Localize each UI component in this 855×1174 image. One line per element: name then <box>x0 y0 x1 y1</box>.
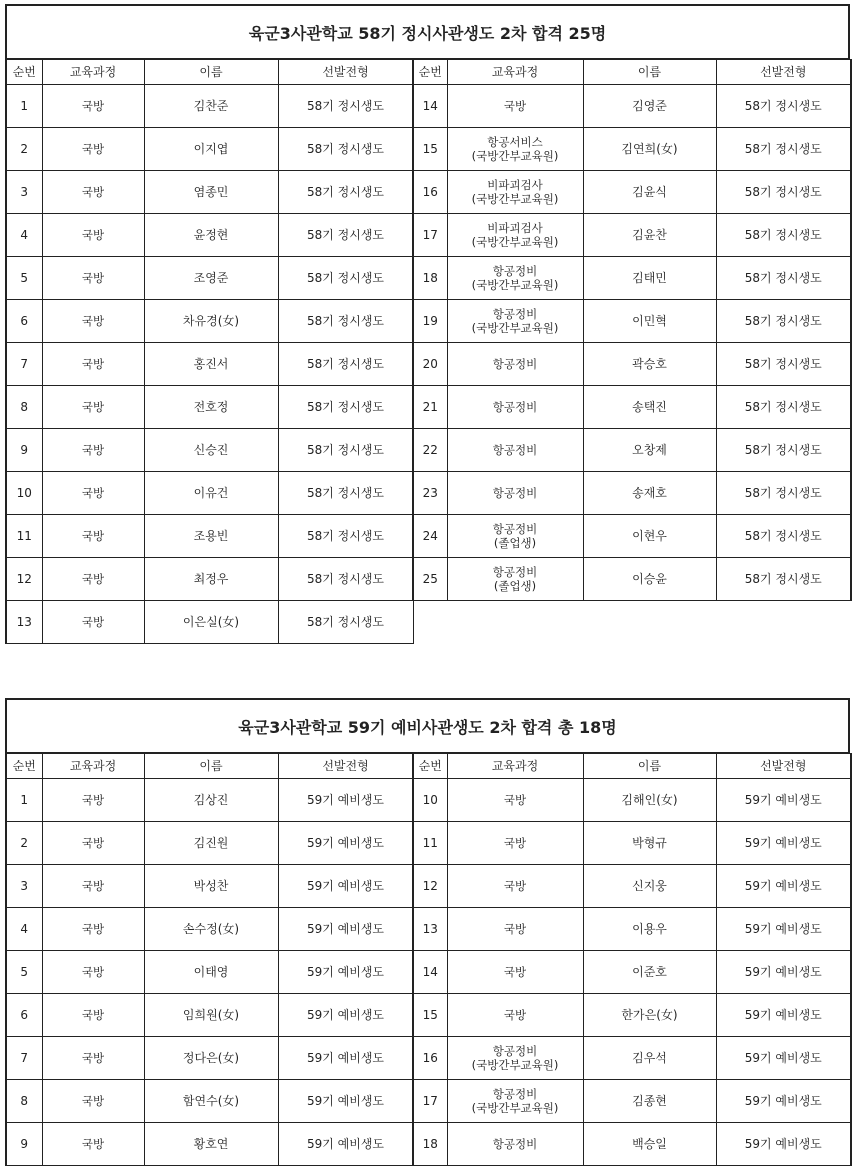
cell-name: 염종민 <box>144 171 278 214</box>
cell-course <box>447 558 583 601</box>
header-name: 이름 <box>583 60 716 85</box>
cell-course <box>42 865 144 908</box>
cell-name: 전호정 <box>144 386 278 429</box>
course-label: 항공정비 <box>492 307 538 321</box>
cell-type: 58기 정시생도 <box>278 85 413 128</box>
table-row <box>413 994 851 1037</box>
cell-no: 14 <box>413 951 447 994</box>
table-row <box>6 1123 413 1166</box>
cell-name: 이준호 <box>583 951 716 994</box>
cell-name: 김우석 <box>583 1037 716 1080</box>
cell-type: 58기 정시생도 <box>278 515 413 558</box>
table-row <box>6 515 413 558</box>
cell-name: 김진원 <box>144 822 278 865</box>
table-row <box>6 558 413 601</box>
cell-no: 15 <box>413 128 447 171</box>
header-row <box>413 754 851 779</box>
cell-type: 58기 정시생도 <box>278 558 413 601</box>
cell-type: 58기 정시생도 <box>278 257 413 300</box>
cell-no: 16 <box>413 171 447 214</box>
table-row <box>413 472 851 515</box>
course-sub-label: (국방간부교육원) <box>471 235 559 249</box>
course-label: 항공정비 <box>492 565 538 579</box>
course-label: 국방 <box>81 271 105 285</box>
table-row <box>6 1080 413 1123</box>
results-table-left <box>5 753 414 1166</box>
cell-type: 59기 예비생도 <box>716 908 851 951</box>
cell-no: 10 <box>6 472 42 515</box>
course-label: 국방 <box>503 879 527 893</box>
cell-type: 59기 예비생도 <box>278 951 413 994</box>
cell-course <box>42 300 144 343</box>
cell-course <box>447 128 583 171</box>
cell-course <box>447 865 583 908</box>
cell-no: 18 <box>413 1123 447 1166</box>
table-row <box>413 515 851 558</box>
header-course: 교육과정 <box>42 754 144 779</box>
cell-name: 김윤찬 <box>583 214 716 257</box>
cell-type: 59기 예비생도 <box>278 865 413 908</box>
header-no: 순번 <box>6 60 42 85</box>
results-table-right <box>412 753 852 1166</box>
cell-no: 16 <box>413 1037 447 1080</box>
header-row <box>6 60 413 85</box>
course-label: 비파괴검사 <box>487 178 543 192</box>
cell-no: 11 <box>413 822 447 865</box>
cell-course <box>447 257 583 300</box>
cell-name: 정다은(女) <box>144 1037 278 1080</box>
sheet-58th-regular <box>5 4 850 629</box>
results-table-left <box>5 59 414 644</box>
cell-name: 신지웅 <box>583 865 716 908</box>
header-name: 이름 <box>583 754 716 779</box>
cell-name: 조용빈 <box>144 515 278 558</box>
table-row <box>6 171 413 214</box>
cell-name: 이현우 <box>583 515 716 558</box>
cell-no: 9 <box>6 429 42 472</box>
cell-type: 58기 정시생도 <box>278 601 413 644</box>
cell-type: 59기 예비생도 <box>716 994 851 1037</box>
table-row <box>6 601 413 644</box>
cell-name: 김찬준 <box>144 85 278 128</box>
course-label: 항공정비 <box>492 357 538 371</box>
cell-name: 이태영 <box>144 951 278 994</box>
course-label: 국방 <box>81 486 105 500</box>
table-row <box>413 1123 851 1166</box>
cell-course <box>42 343 144 386</box>
cell-no: 13 <box>6 601 42 644</box>
cell-type: 58기 정시생도 <box>278 171 413 214</box>
course-label: 국방 <box>81 1137 105 1151</box>
header-type: 선발전형 <box>716 60 851 85</box>
table-row <box>413 85 851 128</box>
cell-type: 58기 정시생도 <box>278 429 413 472</box>
cell-type: 59기 예비생도 <box>716 951 851 994</box>
cell-no: 9 <box>6 1123 42 1166</box>
cell-course <box>447 1123 583 1166</box>
cell-course <box>42 1037 144 1080</box>
cell-type: 58기 정시생도 <box>716 343 851 386</box>
header-course: 교육과정 <box>42 60 144 85</box>
cell-name: 함연수(女) <box>144 1080 278 1123</box>
course-label: 국방 <box>81 965 105 979</box>
cell-course <box>447 214 583 257</box>
header-type: 선발전형 <box>278 754 413 779</box>
cell-type: 58기 정시생도 <box>716 386 851 429</box>
cell-name: 김상진 <box>144 779 278 822</box>
cell-name: 이민혁 <box>583 300 716 343</box>
table-row <box>6 779 413 822</box>
cell-no: 2 <box>6 128 42 171</box>
cell-type: 59기 예비생도 <box>716 822 851 865</box>
table-row <box>413 822 851 865</box>
table-row <box>6 994 413 1037</box>
cell-type: 58기 정시생도 <box>716 128 851 171</box>
cell-course <box>42 85 144 128</box>
cell-course <box>447 429 583 472</box>
results-table-right <box>412 59 852 601</box>
table-row <box>6 386 413 429</box>
cell-type: 59기 예비생도 <box>278 779 413 822</box>
table-row <box>413 1080 851 1123</box>
course-label: 국방 <box>503 793 527 807</box>
cell-name: 신승진 <box>144 429 278 472</box>
cell-name: 이지엽 <box>144 128 278 171</box>
cell-type: 58기 정시생도 <box>716 558 851 601</box>
cell-course <box>447 1080 583 1123</box>
cell-type: 58기 정시생도 <box>278 343 413 386</box>
cell-no: 1 <box>6 85 42 128</box>
cell-no: 22 <box>413 429 447 472</box>
cell-no: 18 <box>413 257 447 300</box>
course-label: 국방 <box>81 1008 105 1022</box>
cell-course <box>42 908 144 951</box>
cell-type: 59기 예비생도 <box>716 1037 851 1080</box>
cell-course <box>42 214 144 257</box>
cell-no: 7 <box>6 343 42 386</box>
cell-no: 10 <box>413 779 447 822</box>
cell-no: 23 <box>413 472 447 515</box>
cell-course <box>42 601 144 644</box>
cell-no: 4 <box>6 908 42 951</box>
course-sub-label: (졸업생) <box>493 536 537 550</box>
cell-type: 58기 정시생도 <box>278 128 413 171</box>
table-row <box>6 128 413 171</box>
course-label: 항공정비 <box>492 1087 538 1101</box>
table-row <box>413 908 851 951</box>
cell-course <box>42 386 144 429</box>
cell-type: 58기 정시생도 <box>278 300 413 343</box>
cell-type: 59기 예비생도 <box>278 994 413 1037</box>
cell-course <box>42 515 144 558</box>
course-label: 국방 <box>503 922 527 936</box>
table-row <box>413 865 851 908</box>
cell-type: 59기 예비생도 <box>278 1123 413 1166</box>
cell-type: 59기 예비생도 <box>716 1080 851 1123</box>
cell-course <box>42 822 144 865</box>
course-label: 비파괴검사 <box>487 221 543 235</box>
course-label: 항공정비 <box>492 1137 538 1151</box>
cell-course <box>447 779 583 822</box>
cell-type: 58기 정시생도 <box>716 515 851 558</box>
cell-no: 2 <box>6 822 42 865</box>
cell-name: 김영준 <box>583 85 716 128</box>
header-course: 교육과정 <box>447 60 583 85</box>
course-sub-label: (국방간부교육원) <box>471 321 559 335</box>
cell-course <box>42 951 144 994</box>
cell-type: 59기 예비생도 <box>278 1037 413 1080</box>
table-row <box>413 171 851 214</box>
cell-course <box>42 257 144 300</box>
cell-type: 58기 정시생도 <box>716 429 851 472</box>
table-row <box>6 865 413 908</box>
course-label: 항공정비 <box>492 486 538 500</box>
course-label: 국방 <box>81 443 105 457</box>
course-label: 항공정비 <box>492 264 538 278</box>
cell-type: 59기 예비생도 <box>278 822 413 865</box>
course-sub-label: (졸업생) <box>493 579 537 593</box>
course-label: 국방 <box>81 529 105 543</box>
cell-no: 5 <box>6 257 42 300</box>
table-row <box>6 951 413 994</box>
course-label: 국방 <box>81 99 105 113</box>
cell-no: 3 <box>6 865 42 908</box>
course-label: 국방 <box>81 185 105 199</box>
course-sub-label: (국방간부교육원) <box>471 192 559 206</box>
cell-course <box>42 1123 144 1166</box>
course-sub-label: (국방간부교육원) <box>471 1101 559 1115</box>
cell-type: 58기 정시생도 <box>716 472 851 515</box>
cell-name: 손수정(女) <box>144 908 278 951</box>
course-sub-label: (국방간부교육원) <box>471 278 559 292</box>
cell-name: 임희원(女) <box>144 994 278 1037</box>
cell-course <box>42 779 144 822</box>
cell-course <box>447 994 583 1037</box>
table-row <box>6 214 413 257</box>
course-sub-label: (국방간부교육원) <box>471 149 559 163</box>
table-row <box>413 429 851 472</box>
cell-course <box>447 300 583 343</box>
course-label: 국방 <box>503 99 527 113</box>
cell-course <box>447 515 583 558</box>
header-no: 순번 <box>413 754 447 779</box>
cell-no: 20 <box>413 343 447 386</box>
cell-name: 이은실(女) <box>144 601 278 644</box>
course-label: 국방 <box>81 1094 105 1108</box>
cell-no: 4 <box>6 214 42 257</box>
course-label: 국방 <box>81 228 105 242</box>
cell-name: 차유경(女) <box>144 300 278 343</box>
cell-course <box>42 429 144 472</box>
table-row <box>413 558 851 601</box>
cell-name: 조영준 <box>144 257 278 300</box>
cell-name: 송재호 <box>583 472 716 515</box>
cell-course <box>447 171 583 214</box>
cell-name: 한가은(女) <box>583 994 716 1037</box>
table-row <box>413 128 851 171</box>
cell-type: 58기 정시생도 <box>716 85 851 128</box>
cell-type: 58기 정시생도 <box>716 171 851 214</box>
table-row <box>6 343 413 386</box>
cell-course <box>42 1080 144 1123</box>
cell-no: 6 <box>6 994 42 1037</box>
cell-name: 이유건 <box>144 472 278 515</box>
cell-course <box>447 343 583 386</box>
cell-no: 5 <box>6 951 42 994</box>
table-row <box>6 85 413 128</box>
sheet-title: 육군3사관학교 59기 예비사관생도 2차 합격 총 18명 <box>5 698 850 753</box>
course-label: 국방 <box>503 1008 527 1022</box>
header-type: 선발전형 <box>278 60 413 85</box>
cell-type: 59기 예비생도 <box>278 1080 413 1123</box>
cell-no: 24 <box>413 515 447 558</box>
course-label: 국방 <box>81 615 105 629</box>
cell-no: 17 <box>413 214 447 257</box>
cell-no: 1 <box>6 779 42 822</box>
header-no: 순번 <box>6 754 42 779</box>
table-row <box>413 386 851 429</box>
cell-no: 3 <box>6 171 42 214</box>
header-name: 이름 <box>144 60 278 85</box>
course-label: 국방 <box>503 965 527 979</box>
table-row <box>413 343 851 386</box>
cell-name: 최정우 <box>144 558 278 601</box>
cell-course <box>447 951 583 994</box>
cell-no: 25 <box>413 558 447 601</box>
table-row <box>413 951 851 994</box>
cell-no: 7 <box>6 1037 42 1080</box>
table-row <box>6 1037 413 1080</box>
table-row <box>413 300 851 343</box>
cell-no: 12 <box>413 865 447 908</box>
course-label: 국방 <box>81 400 105 414</box>
course-label: 국방 <box>81 572 105 586</box>
header-name: 이름 <box>144 754 278 779</box>
cell-name: 박형규 <box>583 822 716 865</box>
course-label: 국방 <box>81 879 105 893</box>
cell-course <box>42 128 144 171</box>
table-row <box>413 1037 851 1080</box>
cell-no: 15 <box>413 994 447 1037</box>
cell-type: 58기 정시생도 <box>278 386 413 429</box>
cell-name: 곽승호 <box>583 343 716 386</box>
course-label: 국방 <box>503 836 527 850</box>
course-label: 항공정비 <box>492 522 538 536</box>
header-type: 선발전형 <box>716 754 851 779</box>
sheet-59th-reserve <box>5 698 850 1151</box>
header-course: 교육과정 <box>447 754 583 779</box>
course-sub-label: (국방간부교육원) <box>471 1058 559 1072</box>
cell-name: 김태민 <box>583 257 716 300</box>
table-row <box>413 779 851 822</box>
table-row <box>6 822 413 865</box>
cell-course <box>447 822 583 865</box>
cell-type: 59기 예비생도 <box>716 1123 851 1166</box>
cell-name: 오창제 <box>583 429 716 472</box>
header-row <box>6 754 413 779</box>
cell-type: 59기 예비생도 <box>716 865 851 908</box>
cell-name: 박성찬 <box>144 865 278 908</box>
cell-type: 58기 정시생도 <box>278 472 413 515</box>
table-row <box>6 429 413 472</box>
course-label: 국방 <box>81 922 105 936</box>
cell-course <box>447 908 583 951</box>
cell-type: 59기 예비생도 <box>716 779 851 822</box>
table-row <box>6 908 413 951</box>
course-label: 항공정비 <box>492 400 538 414</box>
course-label: 항공서비스 <box>487 135 543 149</box>
cell-no: 13 <box>413 908 447 951</box>
course-label: 국방 <box>81 836 105 850</box>
cell-no: 6 <box>6 300 42 343</box>
course-label: 국방 <box>81 314 105 328</box>
cell-no: 11 <box>6 515 42 558</box>
cell-name: 김연희(女) <box>583 128 716 171</box>
cell-name: 김윤식 <box>583 171 716 214</box>
cell-course <box>447 386 583 429</box>
cell-name: 김종현 <box>583 1080 716 1123</box>
cell-no: 21 <box>413 386 447 429</box>
cell-type: 58기 정시생도 <box>716 214 851 257</box>
cell-name: 이승윤 <box>583 558 716 601</box>
cell-no: 8 <box>6 386 42 429</box>
table-row <box>413 214 851 257</box>
cell-name: 백승일 <box>583 1123 716 1166</box>
table-row <box>6 300 413 343</box>
cell-no: 8 <box>6 1080 42 1123</box>
cell-course <box>42 558 144 601</box>
cell-no: 17 <box>413 1080 447 1123</box>
cell-name: 홍진서 <box>144 343 278 386</box>
table-row <box>413 257 851 300</box>
table-row <box>6 257 413 300</box>
cell-type: 58기 정시생도 <box>278 214 413 257</box>
sheet-title: 육군3사관학교 58기 정시사관생도 2차 합격 25명 <box>5 4 850 59</box>
cell-name: 송택진 <box>583 386 716 429</box>
cell-name: 윤정현 <box>144 214 278 257</box>
cell-no: 14 <box>413 85 447 128</box>
cell-name: 김해인(女) <box>583 779 716 822</box>
course-label: 국방 <box>81 793 105 807</box>
table-row <box>6 472 413 515</box>
course-label: 항공정비 <box>492 443 538 457</box>
cell-course <box>42 171 144 214</box>
course-label: 국방 <box>81 357 105 371</box>
cell-course <box>42 472 144 515</box>
cell-type: 58기 정시생도 <box>716 300 851 343</box>
cell-type: 59기 예비생도 <box>278 908 413 951</box>
cell-course <box>447 85 583 128</box>
cell-type: 58기 정시생도 <box>716 257 851 300</box>
cell-no: 19 <box>413 300 447 343</box>
header-no: 순번 <box>413 60 447 85</box>
header-row <box>413 60 851 85</box>
course-label: 항공정비 <box>492 1044 538 1058</box>
cell-name: 이용우 <box>583 908 716 951</box>
cell-course <box>42 994 144 1037</box>
cell-course <box>447 1037 583 1080</box>
cell-name: 황호연 <box>144 1123 278 1166</box>
cell-course <box>447 472 583 515</box>
cell-no: 12 <box>6 558 42 601</box>
course-label: 국방 <box>81 142 105 156</box>
course-label: 국방 <box>81 1051 105 1065</box>
